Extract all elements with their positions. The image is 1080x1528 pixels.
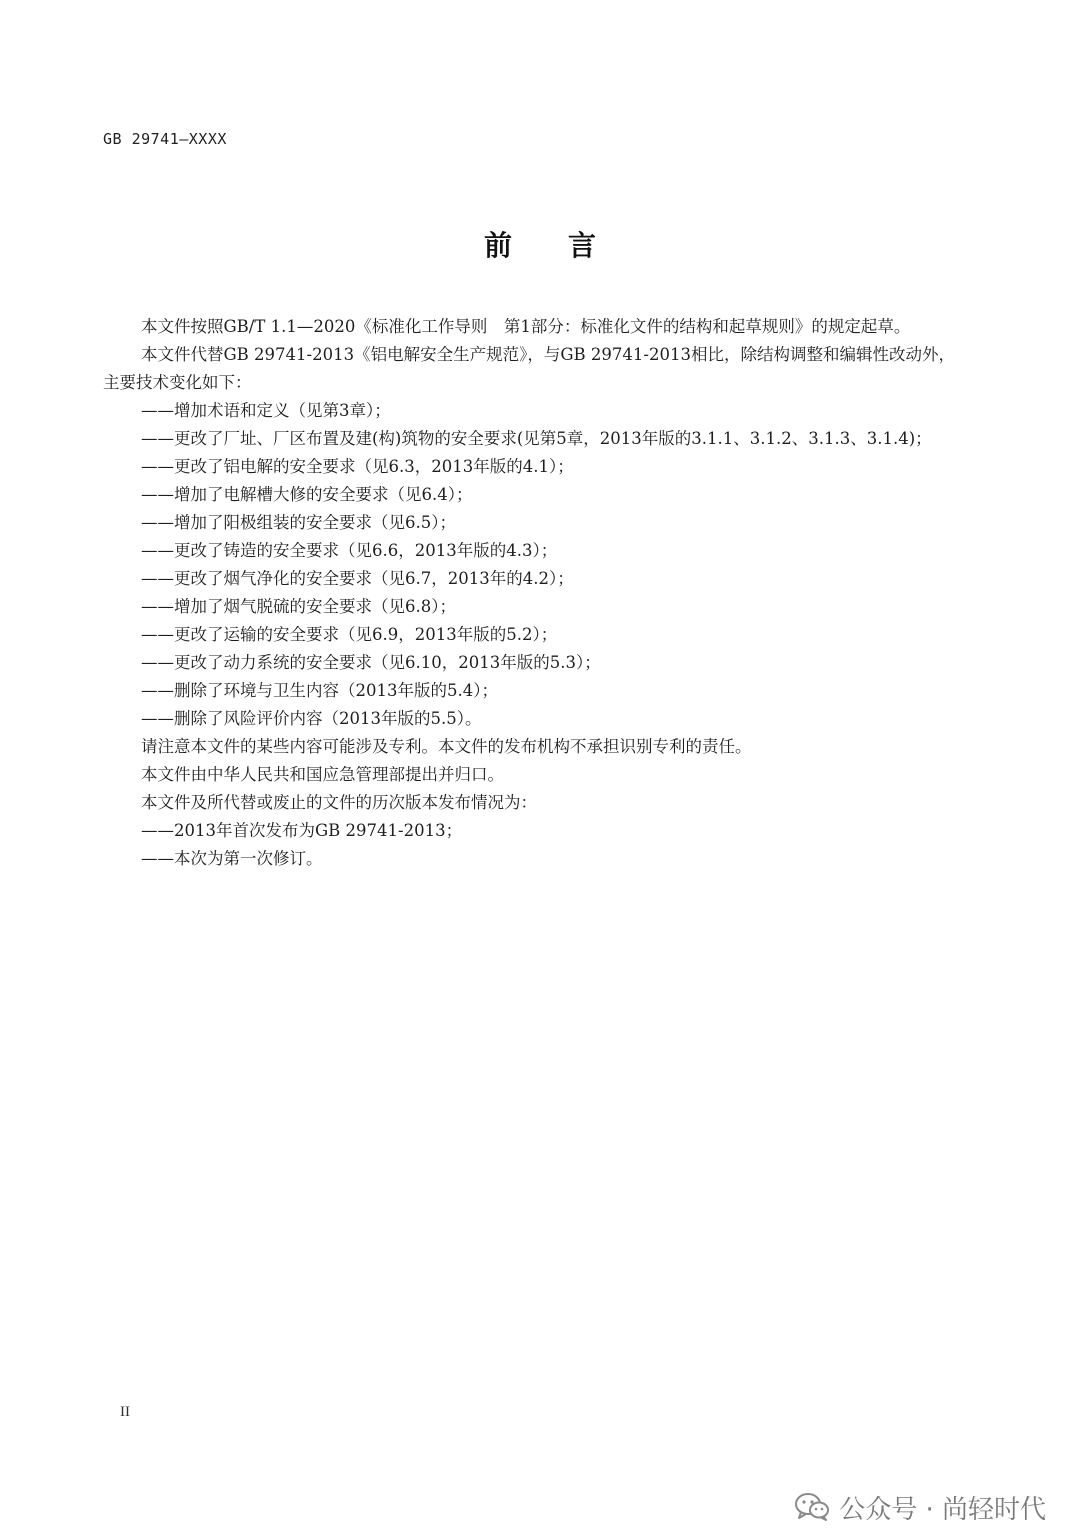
- change-item: ——更改了运输的安全要求（见6.9，2013年版的5.2）；: [141, 625, 558, 644]
- change-item: ——删除了环境与卫生内容（2013年版的5.4）；: [141, 681, 498, 700]
- change-item: ——增加术语和定义（见第3章）；: [141, 401, 391, 420]
- paragraph-patent: 请注意本文件的某些内容可能涉及专利。本文件的发布机构不承担识别专利的责任。: [141, 737, 752, 756]
- change-item: ——更改了烟气净化的安全要求（见6.7，2013年的4.2）；: [141, 569, 574, 588]
- standard-code: GB 29741—XXXX: [103, 130, 227, 148]
- watermark: [795, 1487, 1046, 1527]
- change-item: ——更改了铸造的安全要求（见6.6，2013年版的4.3）；: [141, 541, 558, 560]
- paragraph-replacement: 本文件代替GB 29741-2013《铝电解安全生产规范》，与GB 29741-2013相比，除结构调整和编辑性改动外，主要技术变化如下：: [103, 345, 955, 392]
- change-item: ——增加了烟气脱硫的安全要求（见6.8）；: [141, 597, 456, 616]
- change-item: ——增加了电解槽大修的安全要求（见6.4）；: [141, 485, 473, 504]
- change-item: ——更改了厂址、厂区布置及建(构)筑物的安全要求(见第5章，2013年版的3.1.1、3.1.2、3.1.3、3.1.4)；: [141, 429, 932, 448]
- history-item: ——本次为第一次修订。: [141, 849, 323, 868]
- change-item: ——删除了风险评价内容（2013年版的5.5）。: [141, 709, 482, 728]
- change-item: ——更改了动力系统的安全要求（见6.10，2013年版的5.3）；: [141, 653, 601, 672]
- watermark-text: 公众号 · 尚轻时代: [839, 1494, 1046, 1525]
- paragraph-drafting: 本文件按照GB/T 1.1—2020《标准化工作导则 第1部分：标准化文件的结构和起草规则》的规定起草。: [141, 317, 911, 336]
- paragraph-proposer: 本文件由中华人民共和国应急管理部提出并归口。: [141, 765, 504, 784]
- paragraph-history-intro: 本文件及所代替或废止的文件的历次版本发布情况为：: [141, 793, 537, 812]
- change-item: ——增加了阳极组装的安全要求（见6.5）；: [141, 513, 456, 532]
- page-number: II: [120, 1404, 130, 1420]
- history-item: ——2013年首次发布为GB 29741-2013；: [141, 821, 463, 840]
- page-title: 前言: [483, 229, 652, 262]
- change-item: ——更改了铝电解的安全要求（见6.3，2013年版的4.1）；: [141, 457, 574, 476]
- wechat-icon: [795, 1493, 829, 1521]
- foreword-content: [103, 313, 955, 873]
